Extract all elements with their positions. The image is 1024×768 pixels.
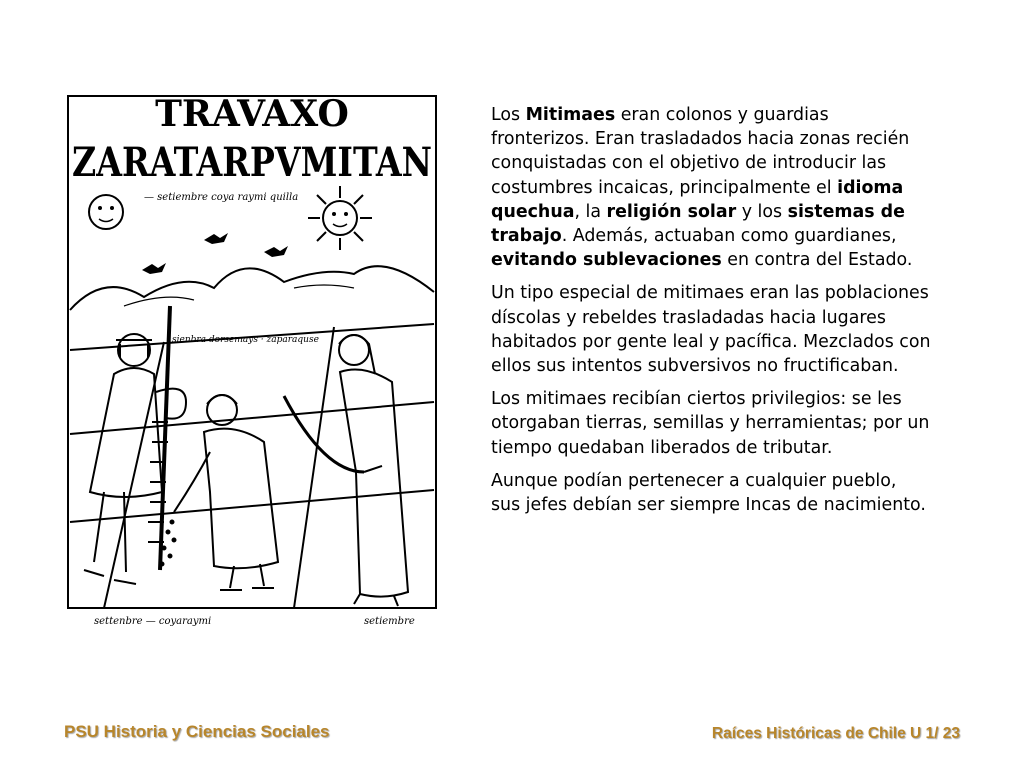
drawing-caption-field: sienbra dorsemays · zaparaquse [172, 335, 319, 345]
bold-term-religion-solar: religión solar [606, 201, 737, 222]
drawing-svg [64, 92, 440, 632]
paragraph-leaders: Aunque podían pertenecer a cualquier pueblo, sus jefes debían ser siempre Incas de nacimiento. [491, 470, 926, 516]
birds-icon [142, 233, 288, 274]
text-column [491, 103, 931, 526]
text-span: eran colonos y guardias fronterizos. Eran trasladados hacia zonas recién conquistadas con el objetivo de introducir las costumbres incaicas, principalmente el [491, 105, 910, 198]
text-span: , la [574, 201, 607, 222]
bold-term-sistemas-de-trabajo: sistemas de trabajo [491, 201, 905, 247]
mountains [70, 266, 434, 310]
paragraph-mitimaes-intro [491, 103, 931, 272]
drawing-caption-upper: — setiembre coya raymi quilla [144, 192, 299, 203]
drawing-title-line2: ZARATARPVMITAN [72, 139, 432, 186]
text-span: y los [736, 201, 788, 222]
historical-illustration [64, 92, 440, 632]
footer-course-title: PSU Historia y Ciencias Sociales [64, 722, 330, 741]
text-span: Los [491, 105, 526, 125]
drawing-caption-bottom-left: settenbre — coyaraymi [94, 616, 212, 627]
text-span: . Además, actuaban como guardianes, [561, 226, 897, 247]
moon-icon [89, 195, 123, 229]
paragraph-special-mitimaes: Un tipo especial de mitimaes eran las poblaciones díscolas y rebeldes trasladadas hacia lugares habitados por gente leal y pacífica. Mezclados con ellos sus intentos subversivos no fructificaban. [491, 283, 931, 377]
figure-woman-with-tool [284, 335, 408, 606]
sun-icon [308, 186, 372, 250]
paragraph-privileges: Los mitimaes recibían ciertos privilegios: se les otorgaban tierras, semillas y herramientas; por un tiempo quedaban liberados de tributar. [491, 389, 930, 458]
drawing-caption-bottom-right: setiembre [364, 616, 415, 627]
drawing-title-line1: TRAVAXO [155, 93, 349, 135]
bold-term-evitando-sublevaciones: evitando sublevaciones [491, 250, 722, 271]
text-span: en contra del Estado. [721, 250, 913, 271]
bold-term-idioma-quechua: idioma quechua [491, 177, 904, 222]
footer-unit-page: Raíces Históricas de Chile U 1/ 23 [711, 725, 960, 742]
bold-term-mitimaes: Mitimaes [525, 105, 616, 125]
